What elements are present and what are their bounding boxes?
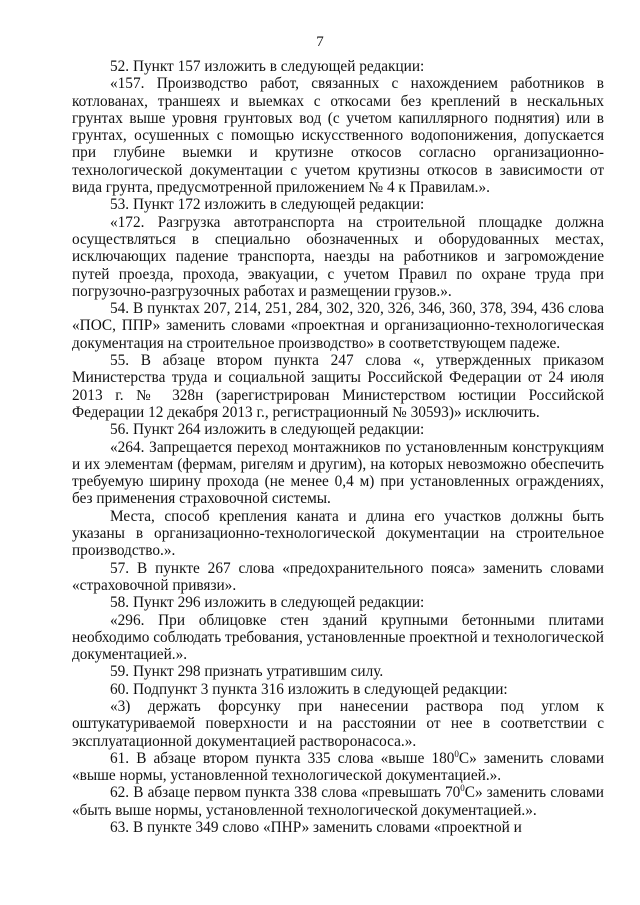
paragraph-58: 58. Пункт 296 изложить в следующей редакции: — [110, 594, 425, 612]
paragraph-56: 56. Пункт 264 изложить в следующей редакции: — [110, 421, 425, 439]
degree-superscript: 0 — [460, 783, 465, 794]
paragraph-61-after: С» заменить словами «выше нормы, установленной технологической документацией.». — [72, 749, 604, 785]
paragraph-59: 59. Пункт 298 признать утратившим силу. — [110, 663, 384, 681]
paragraph-172-text: «172. Разгрузка автотранспорта на строительной площадке должна осуществляться в специально обозначенных и оборудованных местах, исключающих падение транспорта, наезды на работников и загромождение путей проезда, прохода, эвакуации, с учетом Правил по охране труда при погрузочно-разгрузочных работах и размещении грузов.». — [72, 213, 604, 300]
paragraph-61 — [72, 750, 604, 785]
paragraph-54: 54. В пунктах 207, 214, 251, 284, 302, 320, 326, 346, 360, 378, 394, 436 слова «ПОС, ППР» заменить словами «проектная и организационно-технологическая документация на строительное производство» в соответствующем падеже. — [72, 300, 604, 352]
paragraph-264-text: «264. Запрещается переход монтажников по установленным конструкциям и их элементам (фермам, ригелям и другим), на которых невозможно обеспечить требуемую ширину прохода (не менее 0,4 м) при установленных ограждениях, без применения страховочной системы. — [72, 438, 604, 508]
paragraph-62 — [72, 784, 604, 819]
paragraph-157-text: «157. Производство работ, связанных с нахождением работников в котлованах, траншеях и выемках с откосами без креплений в нескальных грунтах выше уровня грунтовых вод (с учетом капиллярного поднятия) или в грунтах, осушенных с помощью искусственного водопонижения, допускается при глубине выемки и крутизне откосов согласно организационно-технологической документации с учетом крутизны откосов в зависимости от вида грунта, предусмотренной приложением № 4 к Правилам.». — [72, 75, 604, 197]
paragraph-296-text: «296. При облицовке стен зданий крупными бетонными плитами необходимо соблюдать требования, установленные проектной и технологической документацией.». — [72, 611, 604, 664]
paragraph-62-before: 62. В абзаце первом пункта 338 слова «превышать 70 — [110, 784, 461, 802]
paragraph-52: 52. Пункт 157 изложить в следующей редакции: — [110, 58, 425, 75]
paragraph-60: 60. Подпункт 3 пункта 316 изложить в следующей редакции: — [110, 680, 508, 698]
paragraph-55: 55. В абзаце втором пункта 247 слова «, утвержденных приказом Министерства труда и социальной защиты Российской Федерации от 24 июля 2013 г. № 328н (зарегистрирован Министерством юстиции Российской Федерации 12 декабря 2013 г., регистрационный № 30593)» исключить. — [72, 352, 604, 421]
document-body — [72, 58, 604, 836]
paragraph-53: 53. Пункт 172 изложить в следующей редакции: — [110, 196, 425, 214]
paragraph-62-after: С» заменить словами «быть выше нормы, установленной технологической документацией.». — [72, 784, 604, 819]
paragraph-61-before: 61. В абзаце втором пункта 335 слова «выше 180 — [110, 749, 455, 767]
page-number: 7 — [316, 34, 324, 50]
paragraph-264-second: Места, способ крепления каната и длина его участков должны быть указаны в организационно-технологической документации на строительное производство.». — [72, 507, 604, 560]
paragraph-316-3-text: «3) держать форсунку при нанесении раствора под углом к оштукатуриваемой поверхности и на расстоянии от нее в соответствии с эксплуатационной документацией растворонасоса.». — [72, 697, 604, 750]
degree-superscript: 0 — [454, 748, 459, 759]
paragraph-57: 57. В пункте 267 слова «предохранительного пояса» заменить словами «страховочной привязи». — [72, 559, 604, 594]
paragraph-63: 63. В пункте 349 слово «ПНР» заменить словами «проектной и — [110, 819, 522, 837]
